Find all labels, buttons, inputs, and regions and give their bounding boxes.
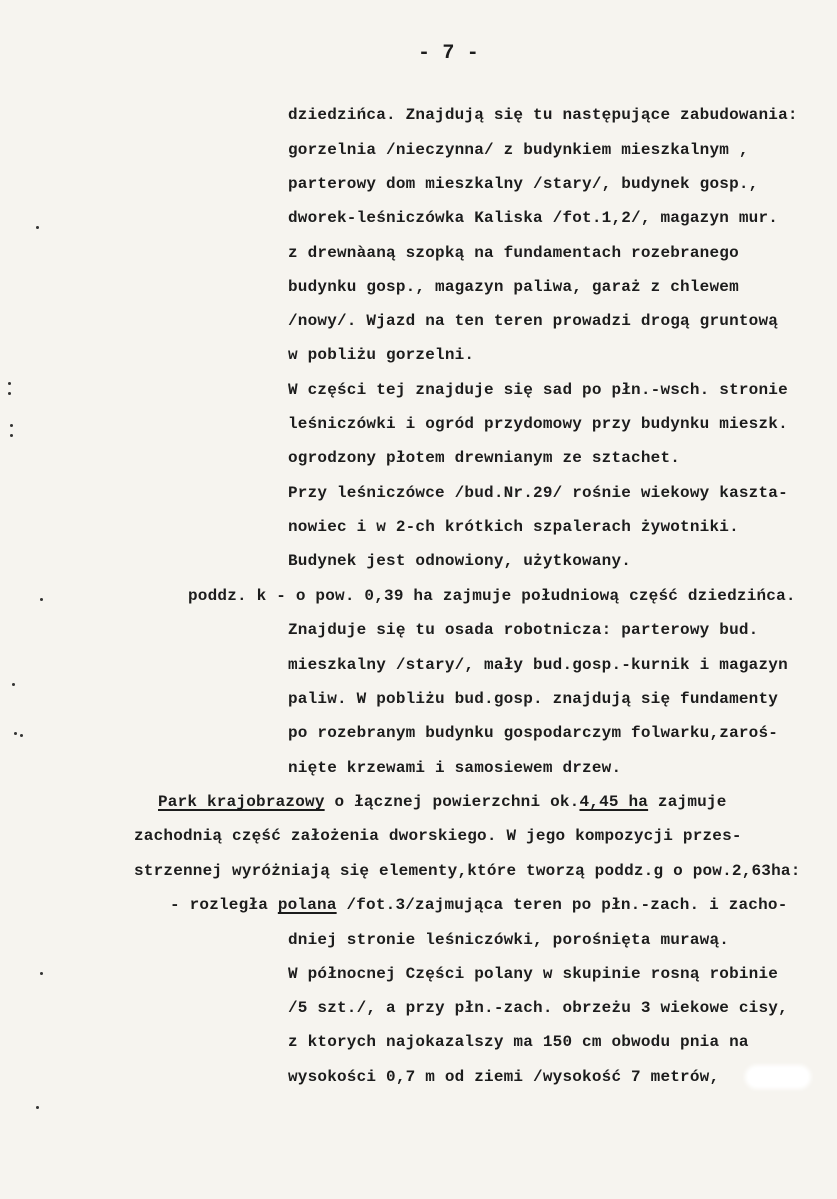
scan-speck [36,226,39,229]
scan-speck [20,734,23,737]
text-line: dniej stronie leśniczówki, porośnięta murawą. [288,931,730,949]
text-line: zachodnią część założenia dworskiego. W jego kompozycji przes- [134,827,742,845]
redaction-smudge [748,1068,808,1086]
polana-line [170,895,788,915]
text-line-subsection-k: poddz. k - o pow. 0,39 ha zajmuje południową część dziedzińca. [188,587,796,605]
scan-speck [10,434,13,437]
text-line: parterowy dom mieszkalny /stary/, budynek gosp., [288,175,759,193]
polana-prefix: - rozległa [170,896,278,914]
text-line: ogrodzony płotem drewnianym ze sztachet. [288,449,681,467]
text-line: w pobliżu gorzelni. [288,346,475,364]
scan-speck [40,598,43,601]
polana-rest: /fot.3/zajmująca teren po płn.-zach. i zacho- [336,896,788,914]
text-line: W północnej Części polany w skupinie rosną robinie [288,965,779,983]
polana-word: polana [277,896,337,914]
page-number: - 7 - [418,42,480,65]
text-line: nowiec i w 2-ch krótkich szpalerach żywotniki. [288,518,739,536]
scan-speck [36,1106,39,1109]
scan-speck [40,972,43,975]
scan-speck [8,382,11,385]
text-line: z drewnàaną szopką na fundamentach rozebranego [288,244,739,262]
park-title: Park krajobrazowy [158,793,325,811]
scan-speck [12,683,15,686]
park-text: o łącznej powierzchni ok. [324,793,580,811]
text-line: Przy leśniczówce /bud.Nr.29/ rośnie wiekowy kaszta- [288,484,788,502]
text-line: po rozebranym budynku gospodarczym folwarku,zaroś- [288,724,779,742]
text-line: strzennej wyróżniają się elementy,które tworzą poddz.g o pow.2,63ha: [134,862,801,880]
text-line: leśniczówki i ogród przydomowy przy budynku mieszk. [288,415,788,433]
text-line: paliw. W pobliżu bud.gosp. znajdują się fundamenty [288,690,779,708]
text-line: nięte krzewami i samosiewem drzew. [288,759,622,777]
text-line: budynku gosp., magazyn paliwa, garaż z chlewem [288,278,739,296]
text-line: dworek-leśniczówka Kaliska /fot.1,2/, magazyn mur. [288,209,779,227]
park-area: 4,45 ha [579,793,649,811]
text-line: z ktorych najokazalszy ma 150 cm obwodu pnia na [288,1033,749,1051]
text-line: wysokości 0,7 m od ziemi /wysokość 7 metrów, [288,1068,720,1086]
text-line: Budynek jest odnowiony, użytkowany. [288,552,632,570]
text-line: /5 szt./, a przy płn.-zach. obrzeżu 3 wiekowe cisy, [288,999,788,1017]
park-line [158,792,727,812]
text-line: gorzelnia /nieczynna/ z budynkiem mieszkalnym , [288,141,749,159]
scan-speck [10,424,13,427]
text-line: Znajduje się tu osada robotnicza: parterowy bud. [288,621,759,639]
scan-speck [8,392,11,395]
park-text-rest: zajmuje [648,793,727,811]
text-line: /nowy/. Wjazd na ten teren prowadzi drogą gruntową [288,312,779,330]
scan-speck [14,732,17,735]
text-line: mieszkalny /stary/, mały bud.gosp.-kurnik i magazyn [288,656,788,674]
text-line: W części tej znajduje się sad po płn.-wsch. stronie [288,381,788,399]
text-line: dziedzińca. Znajdują się tu następujące zabudowania: [288,106,798,124]
